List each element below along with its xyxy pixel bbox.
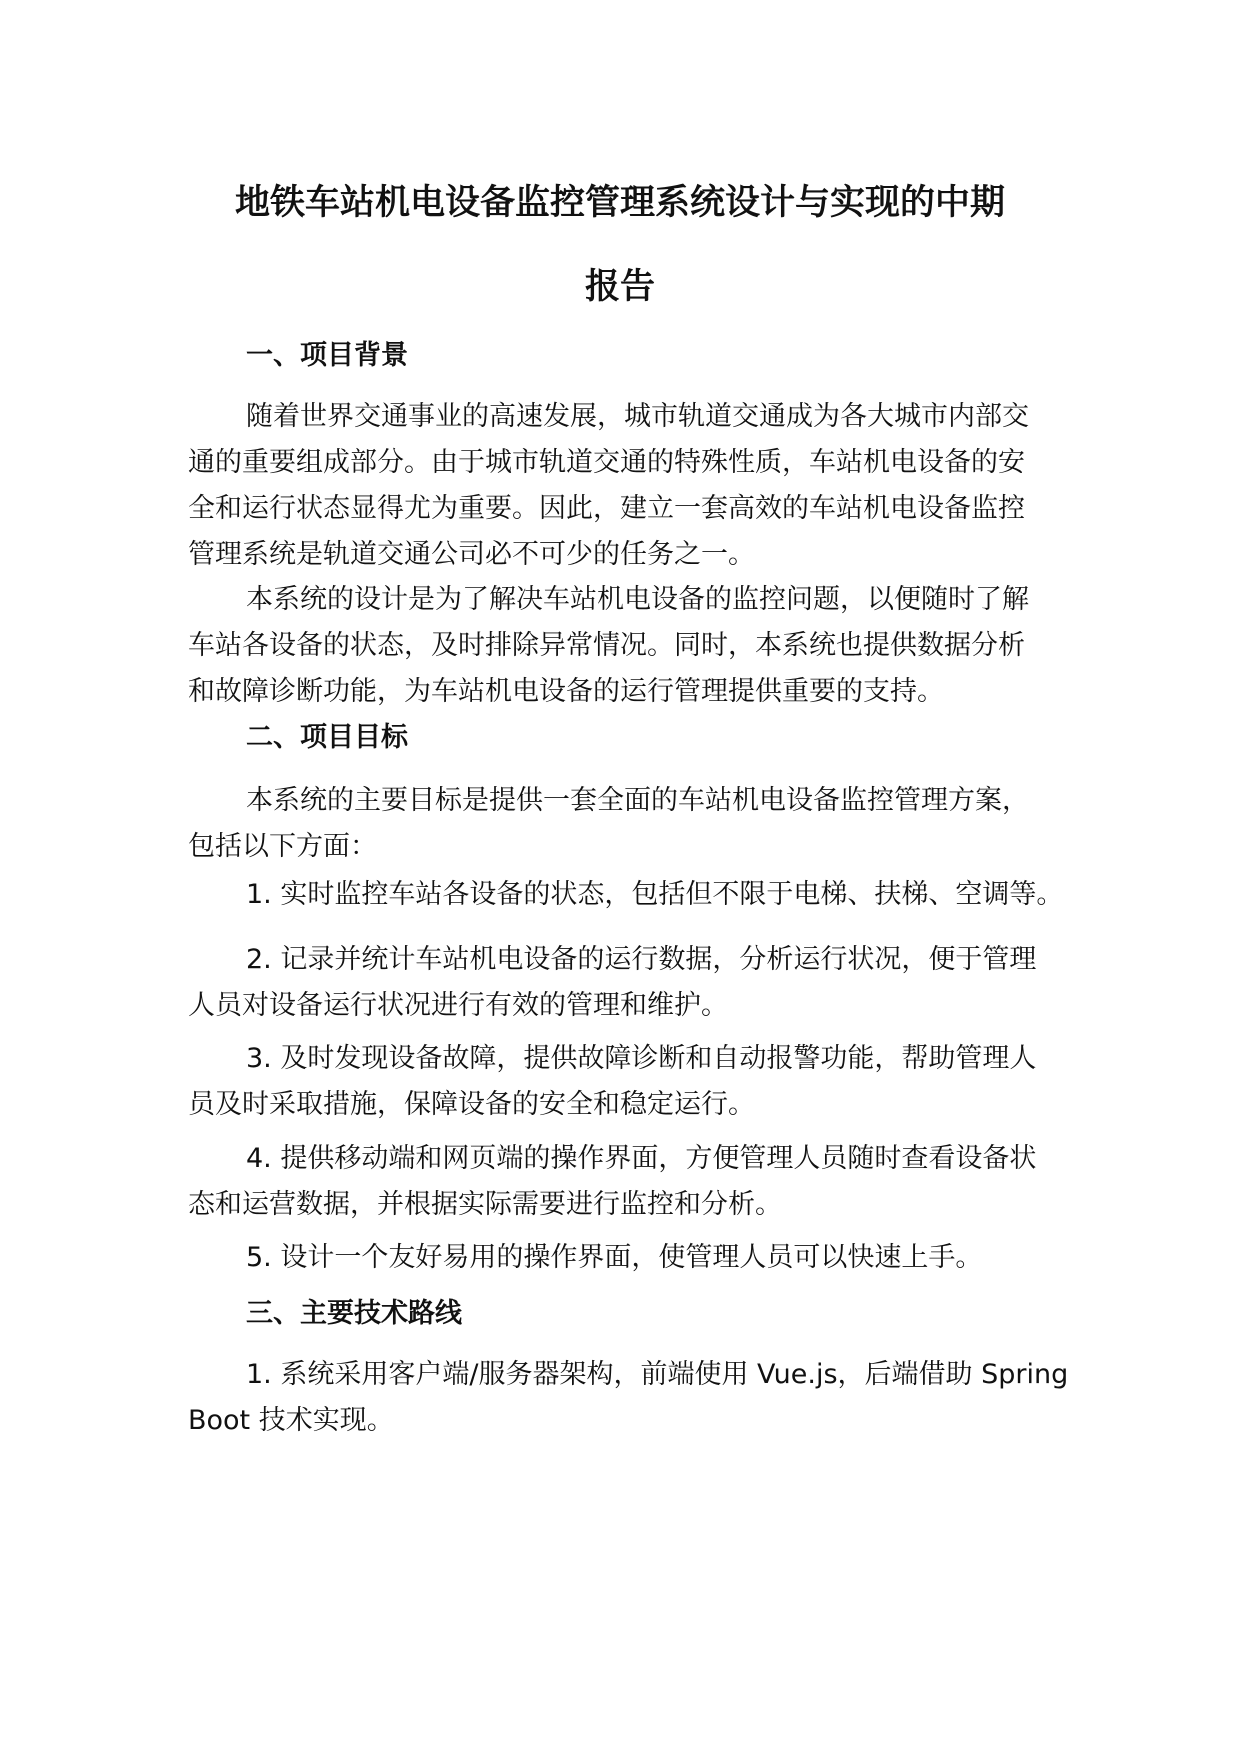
paragraph-line: 员及时采取措施，保障设备的安全和稳定运行。 xyxy=(188,1089,755,1120)
list-item-goal-1 xyxy=(188,872,1188,918)
paragraph-line: 1. 系统采用客户端/服务器架构，前端使用 Vue.js，后端借助 Spring xyxy=(246,1359,1069,1390)
paragraph-line: 1. 实时监控车站各设备的状态，包括但不限于电梯、扶梯、空调等。 xyxy=(246,879,1064,910)
paragraph-line: 2. 记录并统计车站机电设备的运行数据，分析运行状况，便于管理 xyxy=(246,944,1037,975)
list-item-goal-3 xyxy=(188,1036,1188,1128)
section-heading-background: 一、项目背景 xyxy=(246,340,408,371)
section-heading-tech-route: 三、主要技术路线 xyxy=(246,1298,462,1329)
paragraph-line: 随着世界交通事业的高速发展，城市轨道交通成为各大城市内部交 xyxy=(246,401,1029,432)
paragraph-line: Boot 技术实现。 xyxy=(188,1405,394,1436)
paragraph-line: 人员对设备运行状况进行有效的管理和维护。 xyxy=(188,990,728,1021)
paragraph-line: 和故障诊断功能，为车站机电设备的运行管理提供重要的支持。 xyxy=(188,676,944,707)
paragraph-goals-intro xyxy=(188,778,1188,870)
document-title-line-2: 报告 xyxy=(584,267,655,307)
list-item-goal-2 xyxy=(188,937,1188,1029)
paragraph-background-2 xyxy=(188,577,1188,715)
paragraph-line: 包括以下方面： xyxy=(188,831,377,862)
list-item-tech-1 xyxy=(188,1352,1188,1444)
paragraph-line: 态和运营数据，并根据实际需要进行监控和分析。 xyxy=(188,1189,782,1220)
paragraph-line: 4. 提供移动端和网页端的操作界面，方便管理人员随时查看设备状 xyxy=(246,1143,1037,1174)
paragraph-line: 通的重要组成部分。由于城市轨道交通的特殊性质，车站机电设备的安 xyxy=(188,447,1025,478)
paragraph-line: 车站各设备的状态，及时排除异常情况。同时，本系统也提供数据分析 xyxy=(188,630,1025,661)
paragraph-line: 全和运行状态显得尤为重要。因此，建立一套高效的车站机电设备监控 xyxy=(188,493,1025,524)
paragraph-line: 3. 及时发现设备故障，提供故障诊断和自动报警功能，帮助管理人 xyxy=(246,1043,1037,1074)
document-title-line-1: 地铁车站机电设备监控管理系统设计与实现的中期 xyxy=(234,183,1005,223)
paragraph-line: 5. 设计一个友好易用的操作界面，使管理人员可以快速上手。 xyxy=(246,1242,983,1273)
paragraph-background-1 xyxy=(188,394,1188,578)
list-item-goal-5 xyxy=(188,1235,1188,1281)
paragraph-line: 本系统的设计是为了解决车站机电设备的监控问题，以便随时了解 xyxy=(246,584,1029,615)
paragraph-line: 本系统的主要目标是提供一套全面的车站机电设备监控管理方案， xyxy=(246,785,1029,816)
list-item-goal-4 xyxy=(188,1136,1188,1228)
paragraph-line: 管理系统是轨道交通公司必不可少的任务之一。 xyxy=(188,539,755,570)
section-heading-goals: 二、项目目标 xyxy=(246,722,408,753)
